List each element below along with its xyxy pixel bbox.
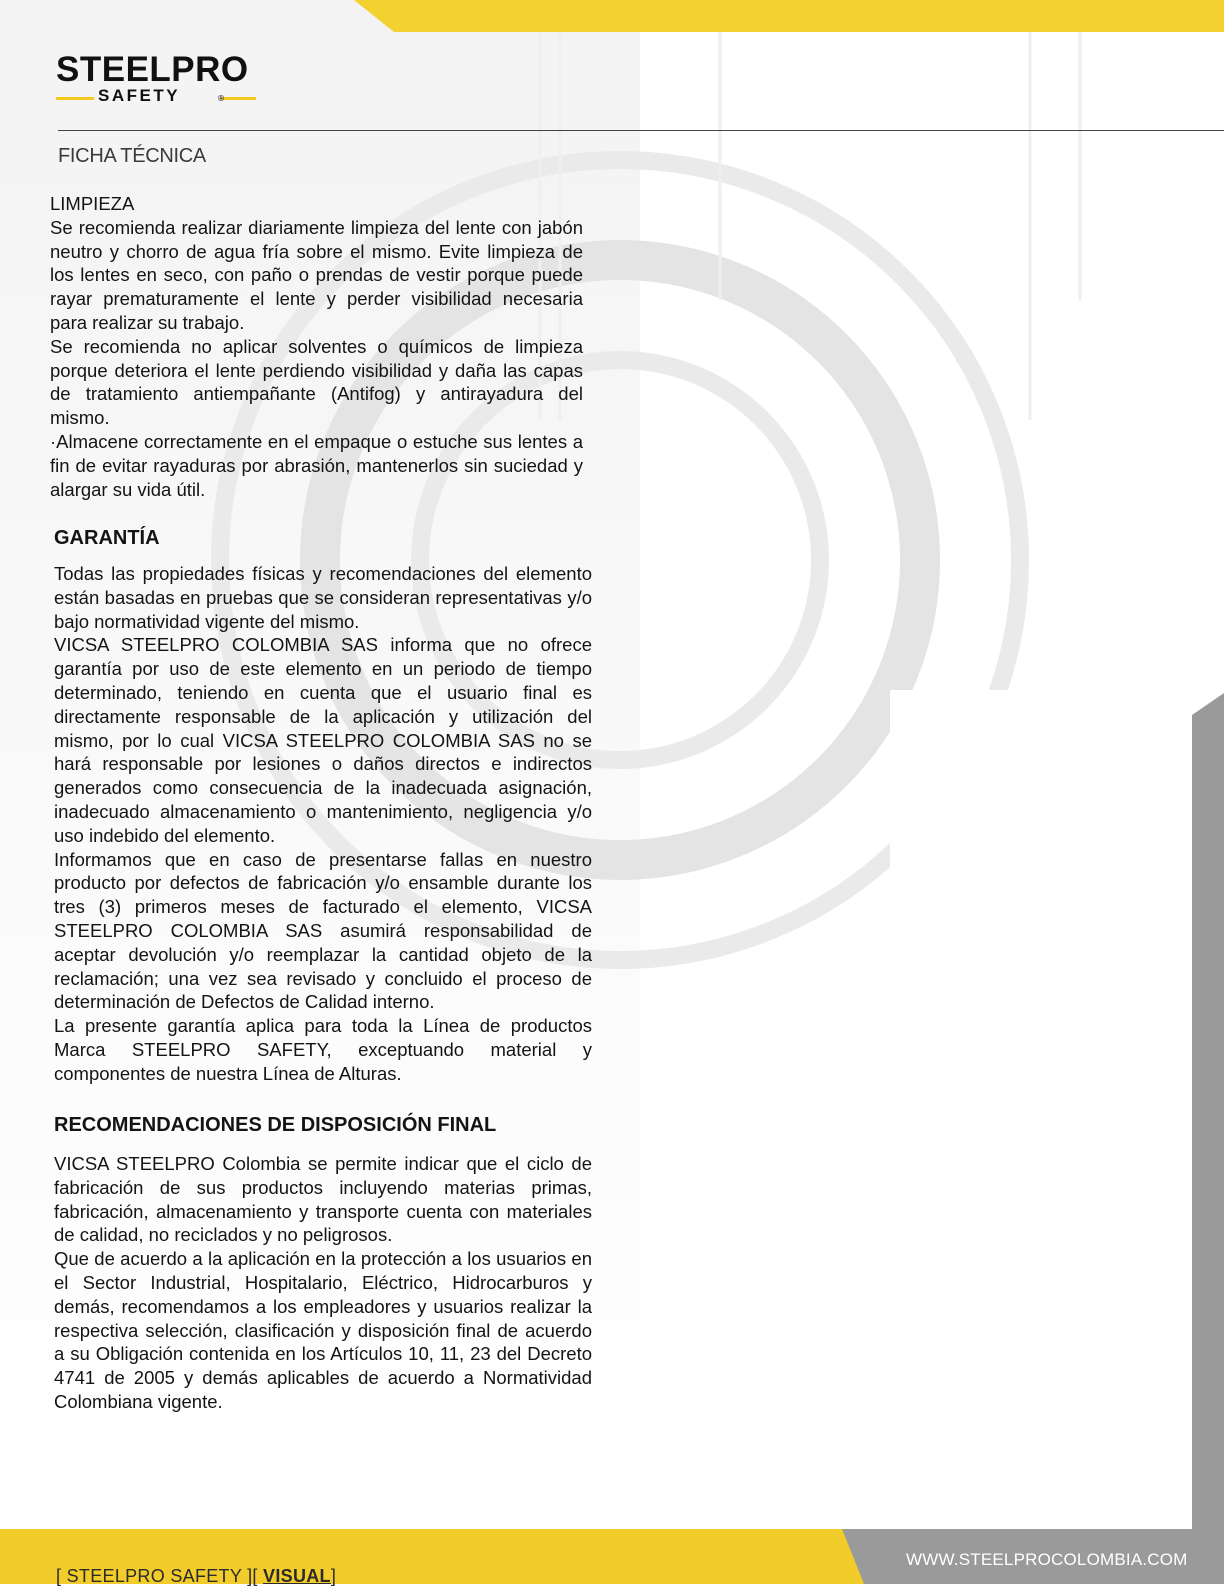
footer-tag-open: [ STEELPRO SAFETY ][ <box>56 1566 258 1586</box>
footer-website-link[interactable]: WWW.STEELPROCOLOMBIA.COM <box>906 1550 1188 1569</box>
section-garantia <box>54 562 592 1086</box>
limpieza-paragraph: Se recomienda realizar diariamente limpieza del lente con jabón neutro y chorro de agua fría sobre el mismo. Evite limpieza de los lentes en seco, con paño o prendas de vestir porque puede rayar prematuramente el lente y perder visibilidad necesaria para realizar su trabajo. <box>50 216 583 333</box>
disposicion-paragraph: VICSA STEELPRO Colombia se permite indicar que el ciclo de fabricación de sus productos incluyendo materias primas, fabricación, almacenamiento y transporte cuenta con materiales de calidad, no reciclados y no peligrosos. <box>54 1153 592 1246</box>
header-divider <box>58 130 1224 131</box>
registered-mark: ® <box>217 94 225 103</box>
top-accent-bar <box>354 0 1224 32</box>
section-disposicion <box>54 1152 592 1414</box>
logo-left-stripe <box>56 97 94 100</box>
bg-white-panel <box>890 690 1190 1530</box>
footer-tag-visual: VISUAL <box>263 1566 331 1586</box>
garantia-paragraph: VICSA STEELPRO COLOMBIA SAS informa que no ofrece garantía por uso de este elemento en un periodo de tiempo determinado, teniendo en cuenta que el usuario final es directamente responsable de la aplicación y utilización del mismo, por lo cual VICSA STEELPRO COLOMBIA SAS no se hará responsable por lesiones o daños directos e indirectos generados como consecuencia de la inadecuada asignación, inadecuado almacenamiento o mantenimiento, negligencia y/o uso indebido del elemento. <box>54 634 592 846</box>
logo-right-stripe <box>222 97 256 100</box>
disposicion-title: RECOMENDACIONES DE DISPOSICIÓN FINAL <box>54 1114 497 1136</box>
garantia-paragraph: Todas las propiedades físicas y recomendaciones del elemento están basadas en pruebas que se consideran representativas y/o bajo normatividad vigente del mismo. <box>54 563 592 632</box>
logo-sub-text: SAFETY <box>98 86 181 105</box>
right-accent-bar <box>1192 693 1224 1529</box>
section-limpieza <box>50 192 583 501</box>
disposicion-paragraph: Que de acuerdo a la aplicación en la protección a los usuarios en el Sector Industrial, Hospitalario, Eléctrico, Hidrocarburos y demás, recomendamos a los empleadores y usuarios realizar la respectiva selección, clasificación y disposición final de acuerdo a su Obligación contenida en los Artículos 10, 11, 23 del Decreto 4741 de 2005 y demás aplicables de acuerdo a Normatividad Colombiana vigente. <box>54 1248 592 1412</box>
logo-main-text: STEELPRO <box>56 50 249 89</box>
footer-tag-close: ] <box>330 1566 337 1586</box>
limpieza-paragraph: ·Almacene correctamente en el empaque o estuche sus lentes a fin de evitar rayaduras por abrasión, mantenerlos sin suciedad y alargar su vida útil. <box>50 430 583 500</box>
limpieza-paragraph: Se recomienda no aplicar solventes o químicos de limpieza porque deteriora el lente perdiendo visibilidad y daña las capas de tratamiento antiempañante (Antifog) y antirayadura del mismo. <box>50 335 583 429</box>
garantia-paragraph: La presente garantía aplica para toda la Línea de productos Marca STEELPRO SAFETY, exceptuando material y componentes de nuestra Línea de Alturas. <box>54 1015 592 1084</box>
garantia-title: GARANTÍA <box>54 527 160 549</box>
limpieza-title: LIMPIEZA <box>50 193 135 214</box>
document-type-label: FICHA TÉCNICA <box>58 145 206 167</box>
garantia-paragraph: Informamos que en caso de presentarse fallas en nuestro producto por defectos de fabricación y/o ensamble durante los tres (3) primeros meses de facturado el elemento, VICSA STEELPRO COLOMBIA SAS asumirá responsabilidad de aceptar devolución y/o reemplazar la cantidad objeto de la reclamación; una vez sea revisado y concluido el proceso de determinación de Defectos de Calidad interno. <box>54 848 592 1013</box>
steelpro-logo <box>56 50 266 112</box>
